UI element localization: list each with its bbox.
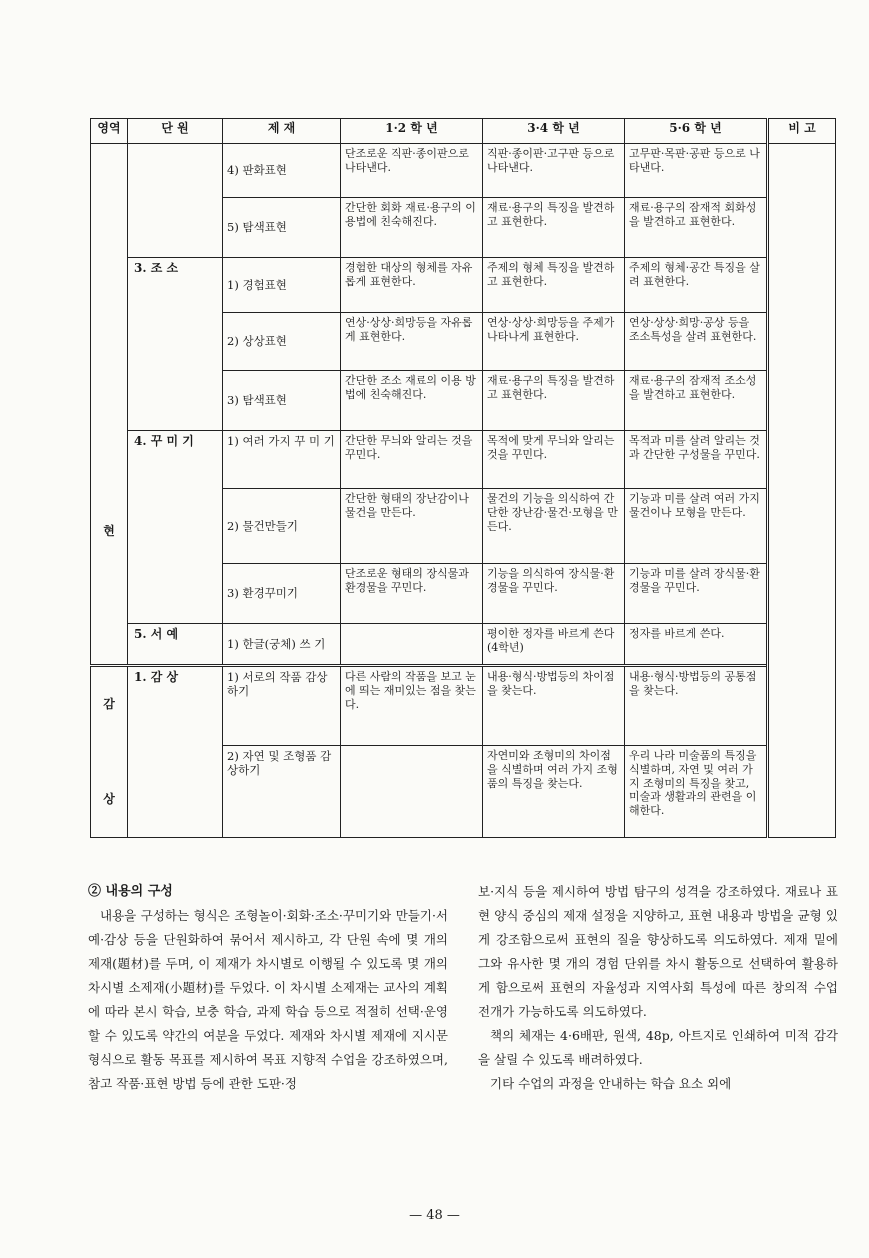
grade-3-4-cell: 평이한 정자를 바르게 쓴다(4학년) [483, 624, 625, 666]
unit-cell-empty [128, 144, 223, 258]
grade-1-2-cell: 단조로운 형태의 장식물과 환경물을 꾸민다. [341, 564, 483, 624]
grade-3-4-cell: 자연미와 조형미의 차이점을 식별하며 여러 가지 조형품의 특징을 찾는다. [483, 746, 625, 838]
topic-cell: 4) 판화표현 [223, 144, 341, 198]
grade-3-4-cell: 기능을 의식하여 장식물·환경물을 꾸민다. [483, 564, 625, 624]
section-heading: ② 내용의 구성 [88, 884, 173, 899]
grade-5-6-cell: 재료·용구의 잠재적 회화성을 발견하고 표현한다. [625, 198, 768, 258]
unit-cell: 3. 조 소 [128, 258, 223, 431]
grade-1-2-cell: 다른 사람의 작품을 보고 눈에 띄는 재미있는 점을 찾는다. [341, 666, 483, 746]
table-header-row [91, 119, 836, 144]
area-expression [91, 144, 128, 666]
grade-5-6-cell: 내용·형식·방법등의 공통점을 찾는다. [625, 666, 768, 746]
topic-cell: 2) 물건만들기 [223, 489, 341, 564]
grade-5-6-cell: 정자를 바르게 쓴다. [625, 624, 768, 666]
grade-1-2-cell: 간단한 조소 재료의 이용 방법에 친숙해진다. [341, 371, 483, 431]
body-column-right [478, 880, 838, 1096]
header-grade-5-6: 5·6 학 년 [625, 119, 768, 144]
note-cell [768, 144, 836, 838]
grade-5-6-cell: 우리 나라 미술품의 특징을 식별하며, 자연 및 여러 가지 조형미의 특징을 찾고, 미술과 생활과의 관련을 이해한다. [625, 746, 768, 838]
topic-cell: 1) 여러 가지 꾸 미 기 [223, 431, 341, 489]
topic-cell: 1) 한글(궁체) 쓰 기 [223, 624, 341, 666]
unit-cell: 1. 감 상 [128, 666, 223, 838]
grade-5-6-cell: 기능과 미를 살려 장식물·환경물을 꾸민다. [625, 564, 768, 624]
header-topic: 제 재 [223, 119, 341, 144]
curriculum-table [90, 118, 836, 838]
topic-cell: 5) 탐색표현 [223, 198, 341, 258]
header-note: 비 고 [768, 119, 836, 144]
table-row [91, 144, 836, 198]
table-row [91, 431, 836, 489]
grade-3-4-cell: 목적에 맞게 무늬와 알리는 것을 꾸민다. [483, 431, 625, 489]
area-appreciation-label-1: 감 [103, 697, 115, 711]
grade-1-2-cell: 간단한 회화 재료·용구의 이용법에 친숙해진다. [341, 198, 483, 258]
grade-5-6-cell: 목적과 미를 살려 알리는 것과 간단한 구성물을 꾸민다. [625, 431, 768, 489]
grade-1-2-cell: 단조로운 직판·종이판으로 나타낸다. [341, 144, 483, 198]
grade-3-4-cell: 주제의 형체 특징을 발견하고 표현한다. [483, 258, 625, 313]
area-appreciation-label-2: 상 [103, 792, 115, 806]
grade-3-4-cell: 재료·용구의 특징을 발견하고 표현한다. [483, 198, 625, 258]
header-area: 영역 [91, 119, 128, 144]
table-row [91, 258, 836, 313]
grade-5-6-cell: 연상·상상·희망·공상 등을 조소특성을 살려 표현한다. [625, 313, 768, 371]
topic-cell: 1) 경험표현 [223, 258, 341, 313]
topic-cell: 2) 상상표현 [223, 313, 341, 371]
table-row [91, 666, 836, 746]
paragraph: 보·지식 등을 제시하여 방법 탐구의 성격을 강조하였다. 재료나 표현 양식 중심의 제재 설정을 지양하고, 표현 내용과 방법을 균형 있게 강조함으로써 표현의 질을 향상하도록 의도하였다. 제재 밑에 그와 유사한 몇 개의 경험 단위를 차시 활동으로 선택하여 활용하게 함으로써 표현의 자율성과 지역사회 특성에 따른 창의적 수업 전개가 가능하도록 의도하였다. [478, 884, 838, 1019]
topic-cell: 3) 탐색표현 [223, 371, 341, 431]
grade-3-4-cell: 내용·형식·방법등의 차이점을 찾는다. [483, 666, 625, 746]
grade-5-6-cell: 고무판·목판·공판 등으로 나타낸다. [625, 144, 768, 198]
area-expression-label: 현 [103, 524, 115, 538]
grade-5-6-cell: 주제의 형체·공간 특징을 살려 표현한다. [625, 258, 768, 313]
grade-1-2-cell: 연상·상상·희망등을 자유롭게 표현한다. [341, 313, 483, 371]
area-spacer [95, 712, 123, 792]
topic-cell: 1) 서로의 작품 감상하기 [223, 666, 341, 746]
grade-3-4-cell: 연상·상상·희망등을 주제가 나타나게 표현한다. [483, 313, 625, 371]
grade-3-4-cell: 재료·용구의 특징을 발견하고 표현한다. [483, 371, 625, 431]
topic-cell: 3) 환경꾸미기 [223, 564, 341, 624]
grade-1-2-cell [341, 746, 483, 838]
page-number: — 48 — [409, 1208, 460, 1223]
table-row [91, 624, 836, 666]
grade-1-2-cell: 간단한 무늬와 알리는 것을 꾸민다. [341, 431, 483, 489]
body-column-left [88, 880, 448, 1096]
header-grade-1-2: 1·2 학 년 [341, 119, 483, 144]
unit-cell: 5. 서 예 [128, 624, 223, 666]
grade-1-2-cell: 간단한 형태의 장난감이나 물건을 만든다. [341, 489, 483, 564]
paragraph: 기타 수업의 과정을 안내하는 학습 요소 외에 [490, 1076, 732, 1091]
paragraph: 내용을 구성하는 형식은 조형놀이·회화·조소·꾸미기와 만들기·서예·감상 등을 단원화하여 묶어서 제시하고, 각 단원 속에 몇 개의 제재(題材)를 두며, 이 제재가 차시별로 이행될 수 있도록 몇 개의 차시별 소제재(小題材)를 두었다. 이 차시별 소제재는 교사의 계획에 따라 본시 학습, 보충 학습, 과제 학습 등으로 적절히 선택·운영할 수 있도록 약간의 여분을 두었다. 제재와 차시별 제재에 지시문 형식으로 활동 목표를 제시하여 목표 지향적 수업을 강조하였으며, 참고 작품·표현 방법 등에 관한 도판·정 [88, 908, 448, 1091]
topic-cell: 2) 자연 및 조형품 감상하기 [223, 746, 341, 838]
grade-5-6-cell: 기능과 미를 살려 여러 가지 물건이나 모형을 만든다. [625, 489, 768, 564]
unit-cell: 4. 꾸 미 기 [128, 431, 223, 624]
grade-3-4-cell: 물건의 기능을 의식하여 간단한 장난감·물건·모형을 만든다. [483, 489, 625, 564]
grade-3-4-cell: 직판·종이판·고구판 등으로 나타낸다. [483, 144, 625, 198]
area-appreciation [91, 666, 128, 838]
grade-1-2-cell: 경험한 대상의 형체를 자유롭게 표현한다. [341, 258, 483, 313]
header-grade-3-4: 3·4 학 년 [483, 119, 625, 144]
paragraph: 책의 체재는 4·6배판, 원색, 48p, 아트지로 인쇄하여 미적 감각을 살릴 수 있도록 배려하였다. [478, 1028, 838, 1067]
grade-1-2-cell [341, 624, 483, 666]
header-unit: 단 원 [128, 119, 223, 144]
grade-5-6-cell: 재료·용구의 잠재적 조소성을 발견하고 표현한다. [625, 371, 768, 431]
